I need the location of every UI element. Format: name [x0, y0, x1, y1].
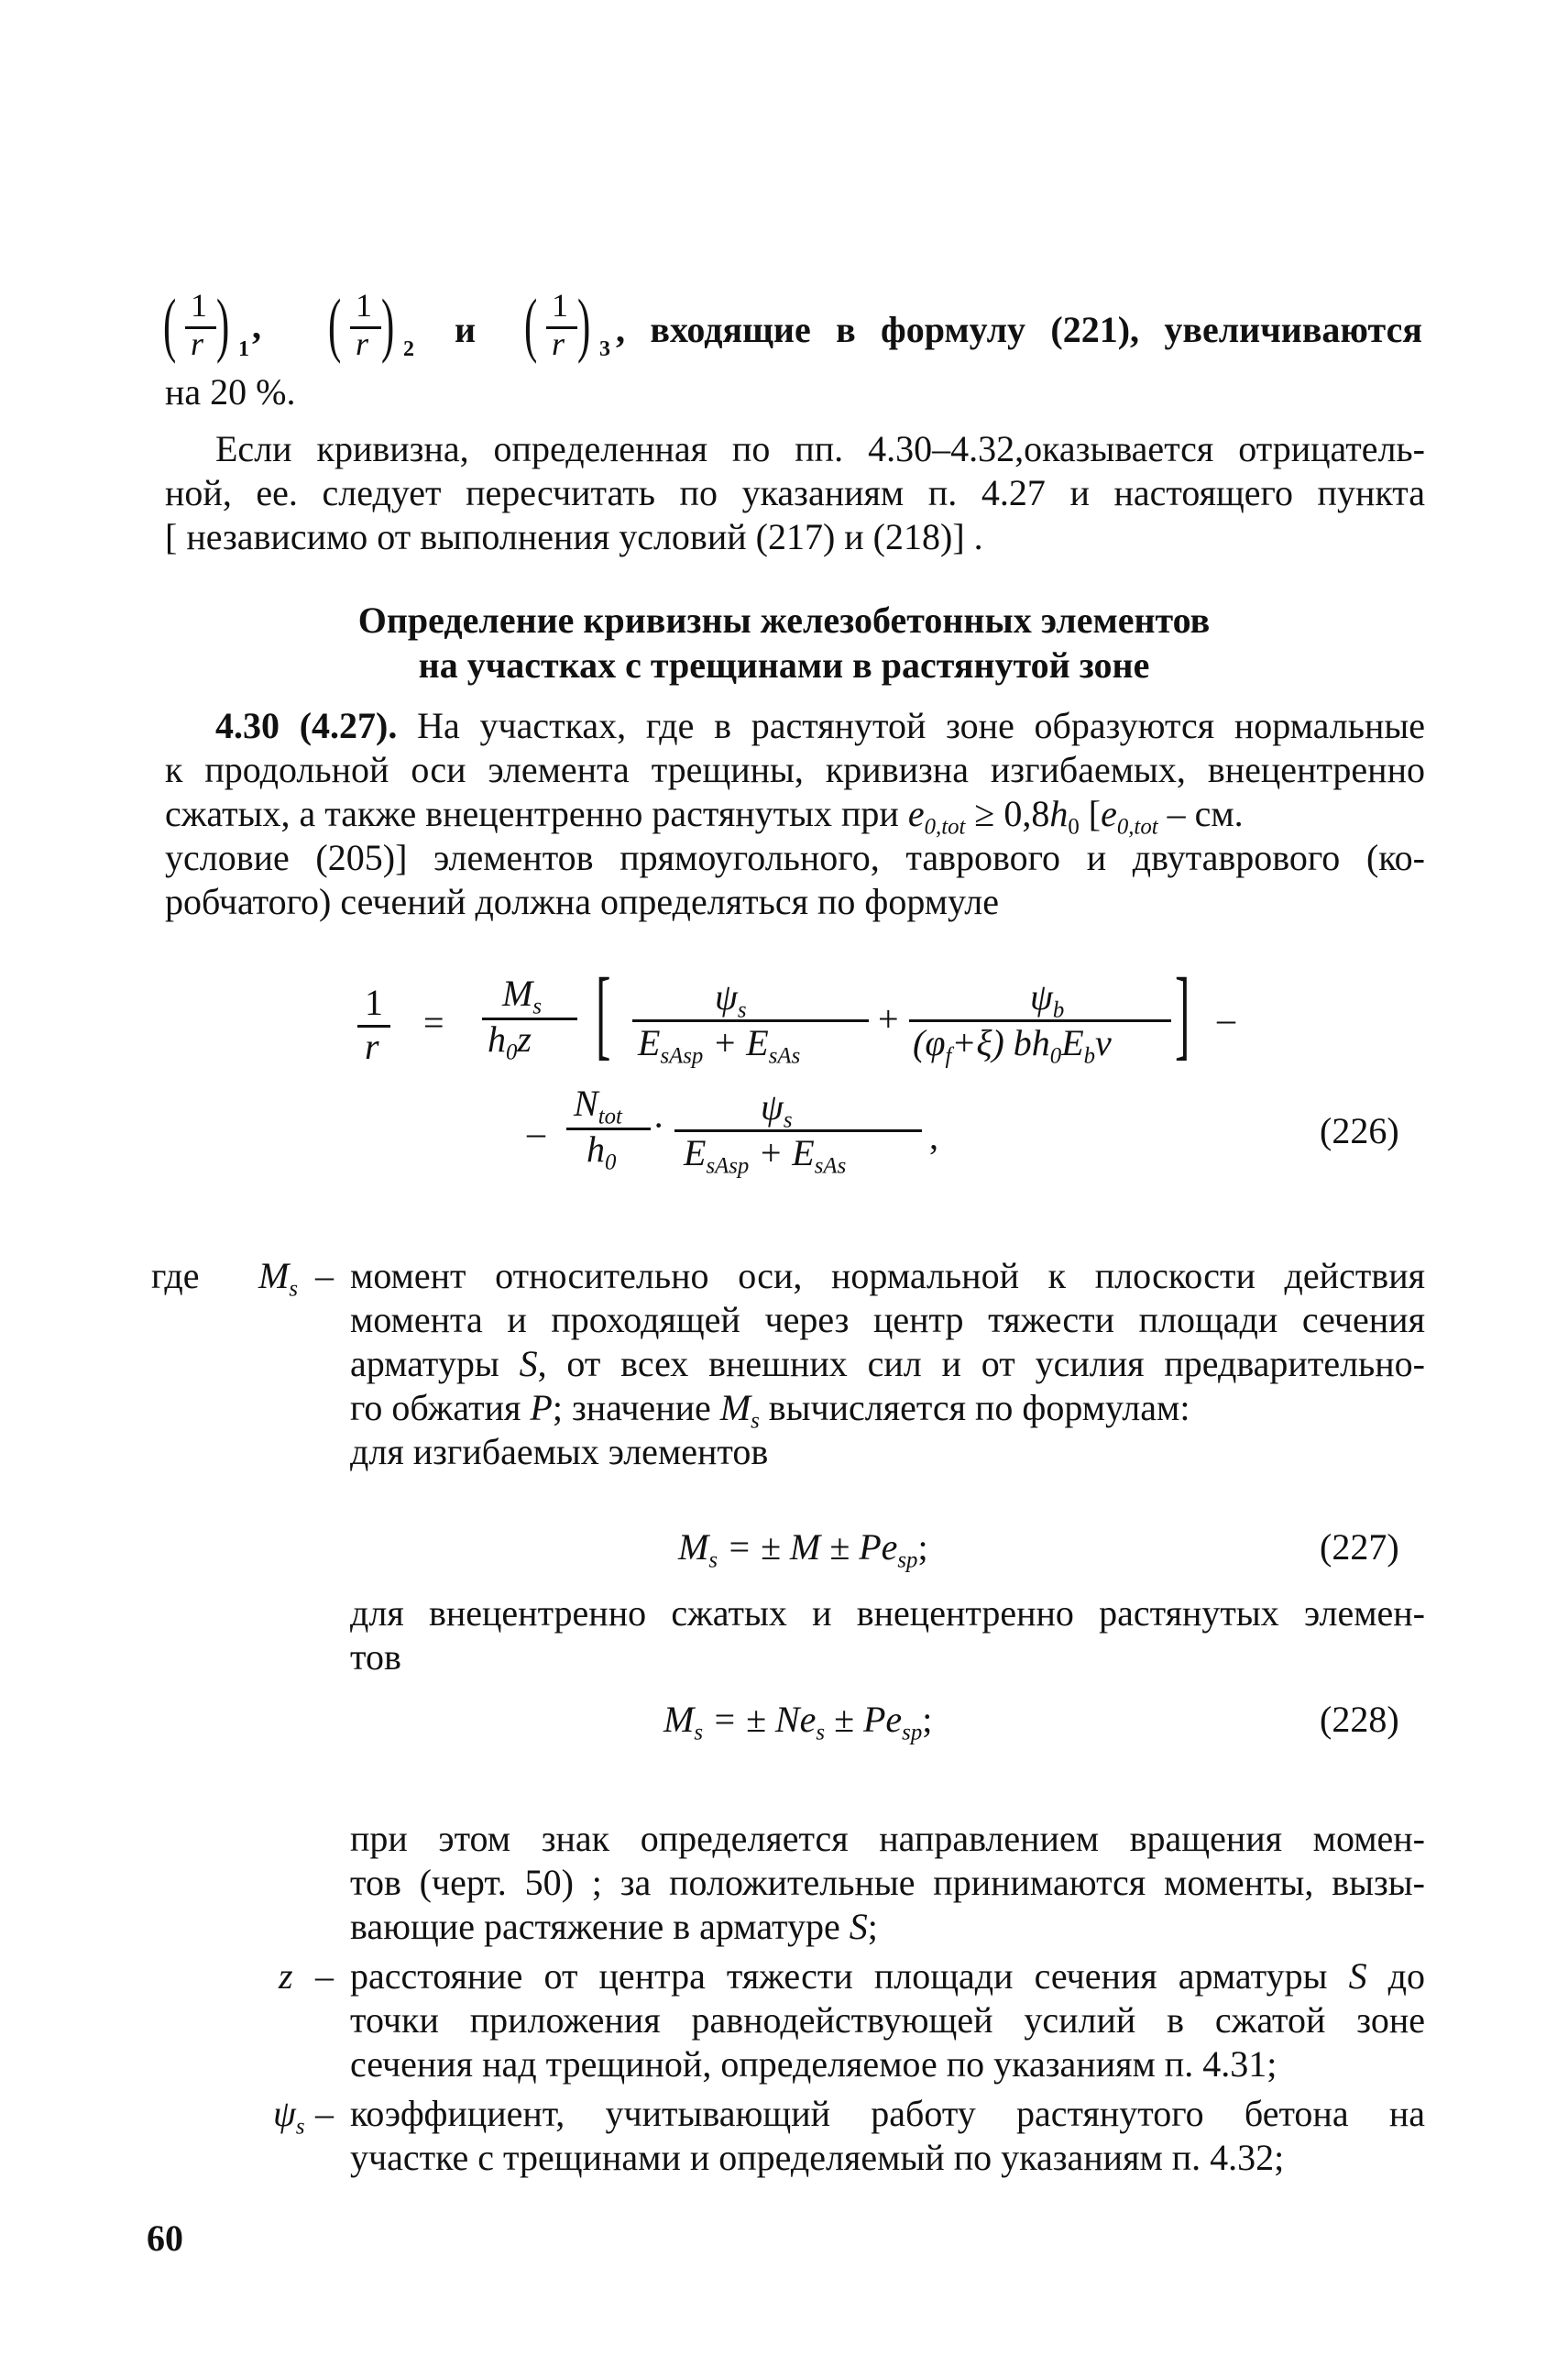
- text-span: e: [907, 793, 925, 834]
- minus-sign: –: [527, 1112, 545, 1153]
- definition-symbol: [258, 1254, 298, 1302]
- right-bracket: ]: [1175, 957, 1190, 1069]
- text-span: до: [1366, 1955, 1425, 1997]
- equation-number: (227): [1320, 1526, 1399, 1568]
- formula-term: [502, 973, 542, 1019]
- text-line: [350, 1954, 1425, 1998]
- text-span: M: [663, 1699, 695, 1740]
- text-span: ψ: [1030, 976, 1053, 1018]
- fraction-denominator: r: [552, 325, 565, 362]
- formula-term: [638, 1022, 801, 1069]
- text-span: арматуры: [350, 1343, 520, 1384]
- formula-228: [663, 1699, 933, 1745]
- dash: –: [315, 2093, 334, 2134]
- text-span: го обжатия: [350, 1387, 531, 1428]
- text-line: [350, 1386, 1425, 1434]
- text-span: ψ: [715, 976, 738, 1018]
- text-line: при этом знак определяется направлением вращения момен-: [350, 1818, 1425, 1859]
- conjunction-and: и: [455, 309, 477, 350]
- left-paren: (: [524, 284, 538, 364]
- text-span: 0,tot: [924, 814, 966, 840]
- text-span: M: [258, 1255, 290, 1296]
- text-line: тов (черт. 50) ; за положительные принимаются моменты, вызы-: [350, 1862, 1425, 1903]
- text-span: h: [1049, 793, 1069, 834]
- formula-term: [913, 1022, 1112, 1069]
- text-span: s: [791, 1043, 801, 1069]
- text-line: условие (205)] элементов прямоугольного, таврового и двутаврового (ко-: [165, 837, 1425, 878]
- text-span: E: [684, 1132, 707, 1173]
- text-span: = ± Ne: [702, 1699, 817, 1740]
- text-span: + E: [749, 1132, 815, 1173]
- left-paren: (: [328, 284, 342, 364]
- formula-term: [587, 1128, 617, 1175]
- equals-sign: =: [423, 1002, 444, 1043]
- text-span: sA: [706, 1153, 729, 1179]
- text-span: s: [708, 1547, 718, 1573]
- text-span: E: [1061, 1022, 1084, 1063]
- plus-sign: +: [878, 998, 899, 1040]
- dash: –: [315, 1955, 334, 1997]
- text-line: [165, 792, 1425, 840]
- text-line: к продольной оси элемента трещины, кривизна изгибаемых, внецентренно: [165, 749, 1425, 790]
- text-span: s: [837, 1153, 847, 1179]
- text-span: сжатых, а также внецентренно растянутых при: [165, 793, 908, 834]
- text-span: b: [1083, 1043, 1096, 1069]
- text-line: [350, 1342, 1425, 1386]
- fraction-numerator: 1: [356, 287, 372, 324]
- text-span: 0: [605, 1150, 617, 1175]
- text-span: M: [719, 1387, 751, 1428]
- text-line: [ независимо от выполнения условий (217) и (218)] .: [165, 516, 983, 557]
- text-line: момента и проходящей через центр тяжести площади сечения: [350, 1299, 1425, 1340]
- text-span: ψ: [761, 1086, 784, 1128]
- left-bracket: [: [596, 957, 611, 1069]
- formula-term: 1: [365, 982, 383, 1023]
- text-span: 0: [506, 1040, 518, 1065]
- text-span: N: [574, 1083, 598, 1124]
- dash: –: [315, 1255, 334, 1296]
- text-span: ψ: [273, 2093, 296, 2134]
- text-line: коэффициент, учитывающий работу растянутого бетона на: [350, 2093, 1425, 2134]
- text-span: расстояние от центра тяжести площади сечения арматуры: [350, 1955, 1349, 1997]
- fraction-index: 2: [403, 337, 414, 361]
- text-span: ν: [1095, 1022, 1112, 1063]
- left-paren: (: [163, 284, 177, 364]
- text-span: s: [783, 1107, 793, 1133]
- text-span: +ξ) bh: [951, 1022, 1050, 1063]
- text-span: 0: [1049, 1043, 1062, 1069]
- clause-number: 4.30 (4.27).: [215, 705, 398, 746]
- text-span: sA: [660, 1043, 684, 1069]
- curvature-fraction-1: [163, 284, 255, 365]
- text-line: Если кривизна, определенная по пп. 4.30–4.32,оказывается отрицатель-: [215, 428, 1425, 469]
- text-line: , входящие в формулу (221), увеличиваются: [616, 309, 1422, 350]
- text-line: для изгибаемых элементов: [350, 1431, 769, 1472]
- text-span: = ± M ± Pe: [717, 1526, 898, 1568]
- text-line: робчатого) сечений должна определяться по формуле: [165, 881, 999, 922]
- fraction-numerator: 1: [552, 287, 568, 324]
- fraction-denominator: r: [356, 325, 369, 362]
- text-span: (φ: [913, 1022, 946, 1063]
- formula-227: [678, 1526, 928, 1573]
- definition-symbol: z: [279, 1955, 293, 1997]
- text-span: s: [532, 994, 542, 1019]
- formula-term: [715, 976, 747, 1023]
- fraction-numerator: 1: [191, 287, 207, 324]
- text-span: E: [638, 1022, 661, 1063]
- text-span: f: [945, 1043, 952, 1069]
- text-span: ≥ 0,8: [965, 793, 1050, 834]
- text-span: sA: [814, 1153, 838, 1179]
- minus-sign: –: [1217, 998, 1235, 1040]
- multiply-dot: ·: [652, 1105, 665, 1146]
- formula-term: [488, 1018, 532, 1065]
- section-heading: на участках с трещинами в растянутой зоне: [418, 644, 1150, 686]
- text-span: s: [737, 997, 747, 1023]
- text-span: ;: [867, 1906, 878, 1947]
- text-span: M: [678, 1526, 709, 1568]
- text-span: S: [1348, 1955, 1367, 1997]
- curvature-fraction-3: [524, 284, 616, 365]
- text-line: [350, 1905, 878, 1949]
- text-span: S: [519, 1343, 538, 1384]
- text-span: tot: [598, 1104, 622, 1129]
- right-paren: ): [381, 284, 395, 364]
- where-label: где: [151, 1255, 200, 1296]
- text-span: s: [295, 2114, 305, 2140]
- text-span: вающие растяжение в арматуре: [350, 1906, 850, 1947]
- text-line: сечения над трещиной, определяемое по указаниям п. 4.31;: [350, 2043, 1277, 2085]
- text-span: ;: [917, 1526, 928, 1568]
- text-span: s: [816, 1720, 826, 1745]
- text-span: s: [289, 1276, 298, 1302]
- right-paren: ): [216, 284, 230, 364]
- text-span: 0: [1068, 814, 1080, 840]
- text-span: S: [849, 1906, 868, 1947]
- text-span: sp: [729, 1153, 750, 1179]
- text-span: sp: [902, 1720, 923, 1745]
- formula-term: [574, 1083, 622, 1129]
- text-span: e: [1101, 793, 1117, 834]
- section-heading: Определение кривизны железобетонных элементов: [357, 600, 1211, 641]
- right-paren: ): [577, 284, 591, 364]
- text-span: 0,tot: [1116, 814, 1158, 840]
- text-span: вычисляется по формулам:: [759, 1387, 1190, 1428]
- text-span: На участках, где в растянутой зоне образуются нормальные: [397, 705, 1426, 746]
- text-span: [: [1079, 793, 1102, 834]
- text-line: на 20 %.: [165, 371, 296, 413]
- text-span: sA: [768, 1043, 792, 1069]
- equation-number: (226): [1320, 1110, 1399, 1151]
- text-span: sp: [897, 1547, 918, 1573]
- text-span: – см.: [1157, 793, 1244, 834]
- text-span: ± Pe: [825, 1699, 903, 1740]
- text-line: момент относительно оси, нормальной к плоскости действия: [350, 1255, 1425, 1296]
- text-span: ;: [922, 1699, 933, 1740]
- text-span: sp: [683, 1043, 704, 1069]
- definition-symbol: [273, 2092, 305, 2140]
- text-span: s: [694, 1720, 703, 1745]
- fraction-index: 1: [238, 337, 249, 361]
- fraction-index: 3: [599, 337, 610, 361]
- formula-term: [684, 1132, 847, 1179]
- text-line: ной, ее. следует пересчитать по указаниям п. 4.27 и настоящего пункта: [165, 472, 1425, 513]
- text-span: , от всех внешних сил и от усилия предварительно-: [537, 1343, 1425, 1384]
- text-span: M: [502, 973, 533, 1014]
- text-span: + E: [703, 1022, 769, 1063]
- text-span: ; значение: [552, 1387, 720, 1428]
- curvature-fraction-2: [328, 284, 420, 365]
- text-span: z: [517, 1018, 532, 1060]
- page-number: 60: [147, 2217, 183, 2259]
- formula-term: [761, 1086, 793, 1133]
- text-span: b: [1052, 997, 1065, 1023]
- text-span: s: [751, 1408, 760, 1434]
- fraction-denominator: r: [191, 325, 204, 362]
- comma: ,: [929, 1116, 938, 1157]
- text-line: [215, 704, 1425, 748]
- text-line: точки приложения равнодействующей усилий в сжатой зоне: [350, 1999, 1425, 2041]
- formula-term: [1030, 976, 1065, 1023]
- text-line: для внецентренно сжатых и внецентренно растянутых элемен-: [350, 1592, 1425, 1634]
- text-line: участке с трещинами и определяемый по указаниям п. 4.32;: [350, 2137, 1285, 2178]
- text-span: h: [587, 1128, 605, 1170]
- text-span: P: [530, 1387, 553, 1428]
- formula-term: r: [365, 1026, 379, 1067]
- equation-number: (228): [1320, 1699, 1399, 1740]
- text-span: h: [488, 1018, 506, 1060]
- text-line: тов: [350, 1636, 401, 1678]
- comma: ,: [252, 305, 261, 347]
